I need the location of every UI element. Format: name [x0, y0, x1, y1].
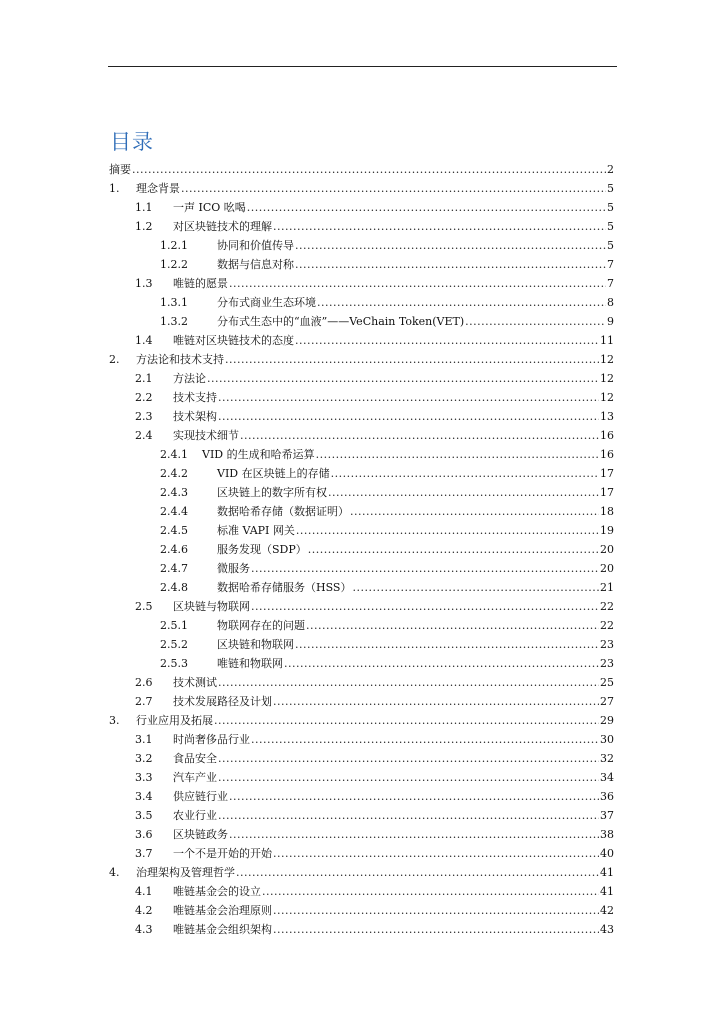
toc-entry-page: 5 — [607, 220, 614, 233]
toc-entry-line — [173, 730, 614, 749]
toc-entry-number: 4. — [109, 866, 120, 879]
toc-entry-number: 1.3 — [135, 277, 153, 290]
toc-entry-line — [173, 198, 614, 217]
dot-leader — [273, 920, 599, 939]
dot-leader — [251, 597, 599, 616]
toc-entry-line — [173, 369, 614, 388]
toc-entry-page: 25 — [600, 676, 614, 689]
toc-entry-number: 2.4.3 — [160, 486, 188, 499]
toc-entry-text: 农业行业 — [173, 809, 217, 822]
toc-entry-number: 2.5.2 — [160, 638, 188, 651]
toc-entry[interactable] — [109, 274, 614, 293]
toc-entry-number: 3.7 — [135, 847, 153, 860]
toc-entry[interactable] — [109, 160, 614, 179]
toc-entry[interactable] — [109, 692, 614, 711]
toc-title: 目录 — [110, 130, 154, 154]
toc-entry-text: 服务发现（SDP） — [217, 543, 307, 556]
toc-entry[interactable] — [109, 388, 614, 407]
toc-entry-line — [109, 160, 614, 179]
toc-entry-text: 唯链的愿景 — [173, 277, 228, 290]
toc-entry-number: 1.3.2 — [160, 315, 188, 328]
toc-entry-number: 3.3 — [135, 771, 153, 784]
toc-entry-text: 物联网存在的问题 — [217, 619, 305, 632]
toc-entry-page: 40 — [600, 847, 614, 860]
toc-entry-page: 23 — [600, 657, 614, 670]
toc-entry-page: 32 — [600, 752, 614, 765]
toc-entry[interactable] — [109, 502, 614, 521]
toc-entry-page: 19 — [600, 524, 614, 537]
toc-entry[interactable] — [109, 825, 614, 844]
toc-entry-page: 5 — [607, 182, 614, 195]
toc-entry-text: 行业应用及拓展 — [136, 714, 213, 727]
dot-leader — [218, 388, 599, 407]
toc-entry-number: 4.3 — [135, 923, 153, 936]
toc-entry-page: 5 — [607, 239, 614, 252]
toc-entry-page: 20 — [600, 543, 614, 556]
dot-leader — [225, 350, 599, 369]
toc-entry-number: 3.5 — [135, 809, 153, 822]
toc-entry-text: 标准 VAPI 网关 — [217, 524, 295, 537]
dot-leader — [296, 521, 599, 540]
toc-entry-text: 技术测试 — [173, 676, 217, 689]
dot-leader — [317, 293, 606, 312]
table-of-contents — [109, 160, 614, 939]
toc-entry-line — [173, 407, 614, 426]
toc-entry-line — [173, 331, 614, 350]
toc-entry-number: 4.1 — [135, 885, 153, 898]
header-rule — [108, 66, 617, 67]
toc-entry[interactable] — [109, 293, 614, 312]
toc-entry-number: 2.4.2 — [160, 467, 188, 480]
toc-entry-line — [173, 692, 614, 711]
toc-entry-page: 7 — [607, 277, 614, 290]
toc-entry-number: 2.6 — [135, 676, 153, 689]
toc-entry[interactable] — [109, 407, 614, 426]
toc-entry[interactable] — [109, 559, 614, 578]
toc-entry-number: 3.1 — [135, 733, 153, 746]
toc-entry-page: 16 — [600, 448, 614, 461]
toc-entry-page: 12 — [600, 372, 614, 385]
dot-leader — [306, 616, 599, 635]
toc-entry-text: 唯链基金会治理原则 — [173, 904, 272, 917]
toc-entry-line — [217, 312, 614, 331]
toc-entry-line — [217, 521, 614, 540]
toc-entry-page: 16 — [600, 429, 614, 442]
toc-entry[interactable] — [109, 635, 614, 654]
toc-entry-page: 20 — [600, 562, 614, 575]
toc-entry-number: 2.7 — [135, 695, 153, 708]
dot-leader — [262, 882, 599, 901]
toc-entry-number: 2.4.8 — [160, 581, 188, 594]
toc-entry-line — [136, 350, 614, 369]
toc-entry-number: 3.6 — [135, 828, 153, 841]
toc-entry-number: 2.4.4 — [160, 505, 188, 518]
toc-entry[interactable] — [109, 369, 614, 388]
toc-entry-line — [173, 825, 614, 844]
toc-entry-page: 2 — [607, 163, 614, 176]
toc-entry[interactable] — [109, 350, 614, 369]
toc-entry-text: 理念背景 — [136, 182, 180, 195]
toc-entry-text: 摘要 — [109, 163, 131, 176]
dot-leader — [236, 863, 599, 882]
toc-entry-text: 供应链行业 — [173, 790, 228, 803]
toc-entry[interactable] — [109, 255, 614, 274]
toc-entry-page: 8 — [607, 296, 614, 309]
toc-entry-text: 数据与信息对称 — [217, 258, 294, 271]
dot-leader — [240, 426, 599, 445]
toc-entry-line — [217, 293, 614, 312]
dot-leader — [247, 198, 606, 217]
toc-entry-text: 数据哈希存储服务（HSS） — [217, 581, 352, 594]
toc-entry-text: 一声 ICO 吆喝 — [173, 201, 246, 214]
toc-entry-number: 3.2 — [135, 752, 153, 765]
toc-entry-text: 时尚奢侈品行业 — [173, 733, 250, 746]
toc-entry-number: 2.4.1 — [160, 448, 188, 461]
toc-entry-text: 唯链基金会组织架构 — [173, 923, 272, 936]
toc-entry-line — [173, 920, 614, 939]
toc-entry-number: 2.5.3 — [160, 657, 188, 670]
toc-entry[interactable] — [109, 540, 614, 559]
toc-entry-line — [173, 217, 614, 236]
toc-entry-text: 技术支持 — [173, 391, 217, 404]
toc-entry-text: 汽车产业 — [173, 771, 217, 784]
toc-entry-line — [217, 540, 614, 559]
toc-entry-line — [136, 711, 614, 730]
toc-entry-line — [173, 768, 614, 787]
toc-entry[interactable] — [109, 179, 614, 198]
toc-entry-number: 2.4 — [135, 429, 153, 442]
dot-leader — [229, 825, 599, 844]
toc-entry-line — [217, 616, 614, 635]
dot-leader — [251, 559, 599, 578]
dot-leader — [331, 464, 599, 483]
toc-entry-page: 37 — [600, 809, 614, 822]
toc-entry-line — [173, 426, 614, 445]
dot-leader — [218, 407, 599, 426]
dot-leader — [273, 901, 599, 920]
dot-leader — [295, 255, 606, 274]
toc-entry[interactable] — [109, 844, 614, 863]
toc-entry[interactable] — [109, 331, 614, 350]
toc-entry-page: 18 — [600, 505, 614, 518]
toc-entry-line — [217, 255, 614, 274]
toc-entry-number: 2.2 — [135, 391, 153, 404]
dot-leader — [352, 578, 599, 597]
toc-entry[interactable] — [109, 464, 614, 483]
toc-entry-page: 21 — [600, 581, 614, 594]
toc-entry[interactable] — [109, 901, 614, 920]
toc-entry-page: 22 — [600, 600, 614, 613]
toc-entry-number: 2.3 — [135, 410, 153, 423]
toc-entry-number: 2.5.1 — [160, 619, 188, 632]
toc-entry-page: 41 — [600, 866, 614, 879]
dot-leader — [273, 217, 606, 236]
toc-entry[interactable] — [109, 236, 614, 255]
toc-entry[interactable] — [109, 882, 614, 901]
toc-entry-line — [173, 787, 614, 806]
toc-entry[interactable] — [109, 445, 614, 464]
toc-entry-page: 11 — [600, 334, 614, 347]
toc-entry-page: 13 — [600, 410, 614, 423]
toc-entry-page: 23 — [600, 638, 614, 651]
toc-entry-page: 7 — [607, 258, 614, 271]
toc-entry-line — [202, 445, 614, 464]
toc-entry-line — [217, 483, 614, 502]
toc-entry-page: 22 — [600, 619, 614, 632]
dot-leader — [207, 369, 599, 388]
toc-entry-text: 对区块链技术的理解 — [173, 220, 272, 233]
dot-leader — [218, 806, 599, 825]
toc-entry-number: 3.4 — [135, 790, 153, 803]
toc-entry-text: 唯链对区块链技术的态度 — [173, 334, 294, 347]
dot-leader — [295, 331, 599, 350]
toc-entry-number: 2.4.5 — [160, 524, 188, 537]
toc-entry-number: 1.1 — [135, 201, 153, 214]
toc-entry-number: 3. — [109, 714, 120, 727]
toc-entry-page: 17 — [600, 467, 614, 480]
toc-entry[interactable] — [109, 711, 614, 730]
toc-entry[interactable] — [109, 749, 614, 768]
toc-entry[interactable] — [109, 654, 614, 673]
toc-entry-line — [173, 597, 614, 616]
toc-entry[interactable] — [109, 787, 614, 806]
dot-leader — [273, 692, 599, 711]
toc-entry-text: 分布式商业生态环境 — [217, 296, 316, 309]
toc-entry[interactable] — [109, 616, 614, 635]
toc-entry-line — [173, 673, 614, 692]
toc-entry-number: 1.2.2 — [160, 258, 188, 271]
toc-entry-page: 29 — [600, 714, 614, 727]
dot-leader — [132, 160, 606, 179]
toc-entry-number: 4.2 — [135, 904, 153, 917]
dot-leader — [229, 274, 606, 293]
toc-entry[interactable] — [109, 312, 614, 331]
toc-entry-text: VID 在区块链上的存储 — [217, 467, 330, 480]
toc-entry-line — [173, 274, 614, 293]
toc-entry-line — [217, 464, 614, 483]
dot-leader — [295, 236, 606, 255]
toc-entry-text: 治理架构及管理哲学 — [136, 866, 235, 879]
toc-entry[interactable] — [109, 597, 614, 616]
toc-entry[interactable] — [109, 920, 614, 939]
toc-entry-line — [136, 179, 614, 198]
toc-entry-number: 2.1 — [135, 372, 153, 385]
toc-entry-text: 区块链政务 — [173, 828, 228, 841]
toc-entry-number: 1.4 — [135, 334, 153, 347]
toc-entry[interactable] — [109, 198, 614, 217]
dot-leader — [214, 711, 599, 730]
toc-entry-text: 方法论 — [173, 372, 206, 385]
toc-entry-text: 区块链和物联网 — [217, 638, 294, 651]
toc-entry-text: 唯链和物联网 — [217, 657, 283, 670]
toc-entry[interactable] — [109, 521, 614, 540]
toc-entry-page: 36 — [600, 790, 614, 803]
dot-leader — [229, 787, 599, 806]
toc-entry-text: 数据哈希存储（数据证明） — [217, 505, 349, 518]
toc-entry-number: 2. — [109, 353, 120, 366]
toc-entry-text: 实现技术细节 — [173, 429, 239, 442]
toc-entry[interactable] — [109, 578, 614, 597]
toc-entry-text: 技术发展路径及计划 — [173, 695, 272, 708]
toc-entry-text: 唯链基金会的设立 — [173, 885, 261, 898]
dot-leader — [316, 445, 599, 464]
toc-entry-text: 区块链与物联网 — [173, 600, 250, 613]
toc-entry[interactable] — [109, 806, 614, 825]
dot-leader — [284, 654, 599, 673]
toc-entry[interactable] — [109, 673, 614, 692]
toc-entry-page: 27 — [600, 695, 614, 708]
toc-entry-text: 一个不是开始的开始 — [173, 847, 272, 860]
toc-entry-page: 41 — [600, 885, 614, 898]
toc-entry-text: VID 的生成和哈希运算 — [202, 448, 315, 461]
toc-entry-text: 分布式生态中的“血液”——VeChain Token(VET) — [217, 315, 465, 328]
toc-entry-page: 42 — [600, 904, 614, 917]
dot-leader — [350, 502, 599, 521]
dot-leader — [295, 635, 599, 654]
toc-entry[interactable] — [109, 730, 614, 749]
toc-entry-line — [173, 844, 614, 863]
toc-entry-page: 43 — [600, 923, 614, 936]
toc-entry-line — [217, 578, 614, 597]
toc-entry-number: 2.4.6 — [160, 543, 188, 556]
toc-entry-line — [217, 236, 614, 255]
toc-entry-page: 38 — [600, 828, 614, 841]
toc-entry-page: 30 — [600, 733, 614, 746]
toc-entry-line — [217, 502, 614, 521]
toc-entry-line — [217, 559, 614, 578]
toc-entry-line — [173, 388, 614, 407]
dot-leader — [251, 730, 599, 749]
toc-entry[interactable] — [109, 863, 614, 882]
toc-entry-line — [173, 882, 614, 901]
dot-leader — [181, 179, 606, 198]
toc-entry-line — [173, 901, 614, 920]
toc-entry-page: 34 — [600, 771, 614, 784]
toc-entry-number: 2.5 — [135, 600, 153, 613]
dot-leader — [218, 749, 599, 768]
toc-entry-page: 12 — [600, 353, 614, 366]
toc-entry-text: 食品安全 — [173, 752, 217, 765]
toc-entry-number: 1.2 — [135, 220, 153, 233]
toc-entry-line — [217, 654, 614, 673]
toc-entry-page: 12 — [600, 391, 614, 404]
toc-entry-line — [217, 635, 614, 654]
toc-entry-text: 技术架构 — [173, 410, 217, 423]
toc-entry-line — [173, 749, 614, 768]
toc-entry-number: 1.2.1 — [160, 239, 188, 252]
toc-entry-text: 区块链上的数字所有权 — [217, 486, 327, 499]
dot-leader — [218, 768, 599, 787]
toc-entry-number: 1. — [109, 182, 120, 195]
dot-leader — [273, 844, 599, 863]
toc-entry-text: 方法论和技术支持 — [136, 353, 224, 366]
toc-entry-line — [173, 806, 614, 825]
toc-entry[interactable] — [109, 483, 614, 502]
toc-entry-page: 5 — [607, 201, 614, 214]
toc-entry-line — [136, 863, 614, 882]
dot-leader — [328, 483, 599, 502]
toc-entry-page: 17 — [600, 486, 614, 499]
toc-entry[interactable] — [109, 768, 614, 787]
dot-leader — [218, 673, 599, 692]
toc-entry[interactable] — [109, 217, 614, 236]
toc-entry[interactable] — [109, 426, 614, 445]
toc-entry-text: 协同和价值传导 — [217, 239, 294, 252]
toc-entry-text: 微服务 — [217, 562, 250, 575]
dot-leader — [465, 312, 606, 331]
toc-entry-number: 2.4.7 — [160, 562, 188, 575]
dot-leader — [308, 540, 599, 559]
toc-entry-page: 9 — [607, 315, 614, 328]
toc-entry-number: 1.3.1 — [160, 296, 188, 309]
